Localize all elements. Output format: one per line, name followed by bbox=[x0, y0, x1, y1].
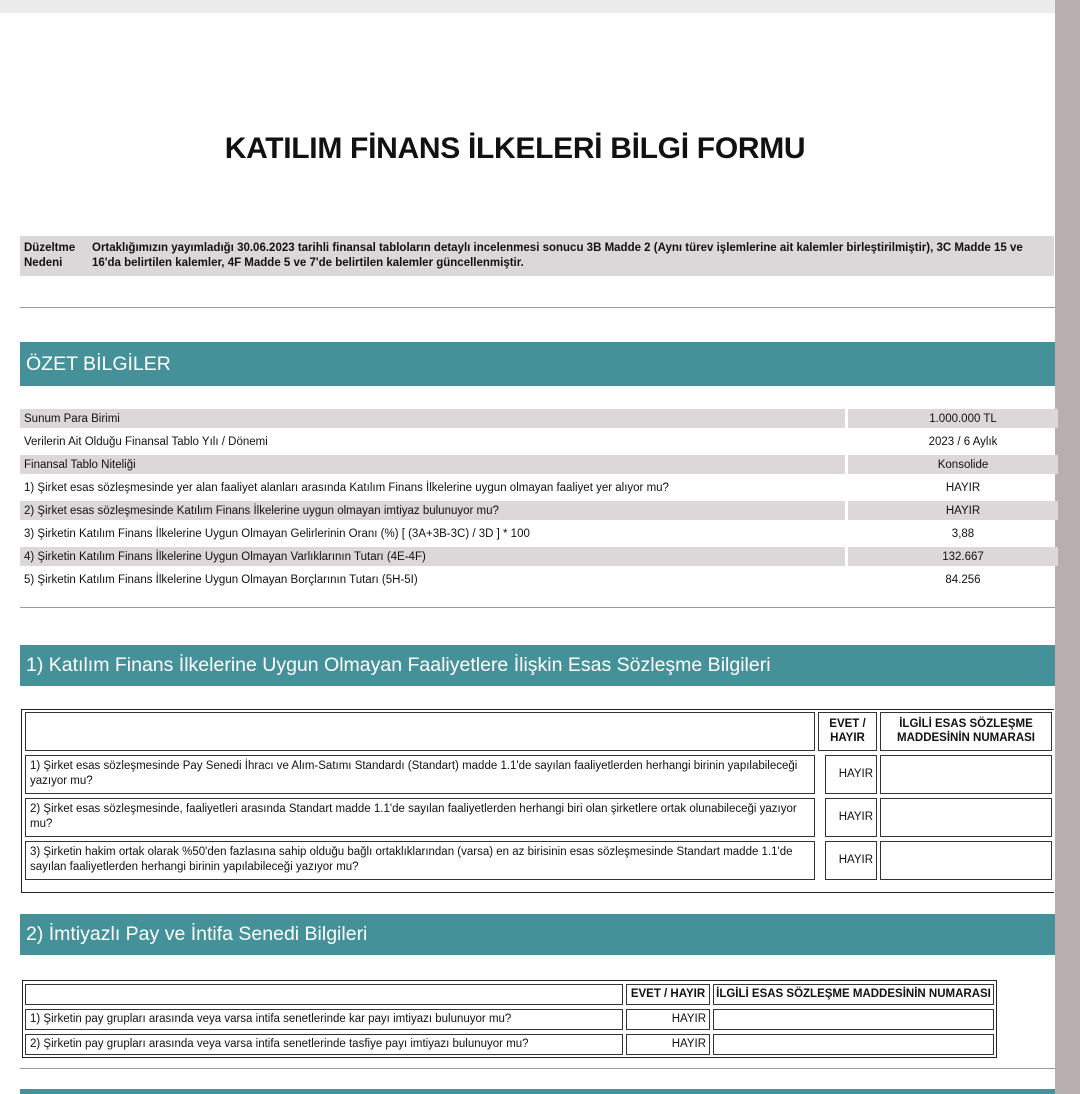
top-bar bbox=[0, 0, 1055, 13]
header-article-cell: İLGİLİ ESAS SÖZLEŞME MADDESİNİN NUMARASI bbox=[880, 712, 1052, 751]
vertical-scrollbar[interactable] bbox=[1055, 0, 1080, 1094]
correction-text: Ortaklığımızın yayımladığı 30.06.2023 tarihli finansal tabloların detaylı incelenmesi sonucu 3B Madde 2 (Aynı türev işlemlerine ait kalemler birleştirilmiştir), 3C Madde 15 ve 16'da belirtilen kalemler, 4F Madde 5 ve 7'de belirtilen kalemler güncellenmiştir. bbox=[92, 242, 1023, 269]
summary-label: 4) Şirketin Katılım Finans İlkelerine Uygun Olmayan Varlıklarının Tutarı (4E-4F) bbox=[24, 551, 426, 563]
summary-value: 132.667 bbox=[942, 551, 984, 563]
summary-heading: ÖZET BİLGİLER bbox=[26, 353, 171, 375]
summary-value: HAYIR bbox=[945, 505, 981, 517]
question-cell: 2) Şirket esas sözleşmesinde, faaliyetleri arasında Standart madde 1.1'de sayılan faaliyetlerden herhangi biri olan şirketlere ortak olunabileceği yazıyor mu? bbox=[25, 798, 815, 837]
page-title: KATILIM FİNANS İLKELERİ BİLGİ FORMU bbox=[224, 132, 806, 165]
question-cell: 1) Şirket esas sözleşmesinde Pay Senedi İhracı ve Alım-Satımı Standardı (Standart) madde 1.1'de sayılan faaliyetlerden herhangi birinin yapılabileceği yazıyor mu? bbox=[25, 755, 815, 794]
answer-cell: HAYIR bbox=[825, 755, 877, 794]
summary-value: 3,88 bbox=[951, 528, 975, 540]
summary-row bbox=[20, 432, 1055, 455]
summary-row bbox=[20, 501, 1055, 524]
summary-row bbox=[20, 570, 1055, 593]
summary-label: Finansal Tablo Niteliği bbox=[24, 459, 136, 471]
question-cell: 3) Şirketin hakim ortak olarak %50'den fazlasına sahip olduğu bağlı ortaklıklarından (varsa) en az birisinin esas sözleşmesinde Standart madde 1.1'de sayılan faaliyetlerden herhangi birinin yapılabileceği yazıyor mu? bbox=[25, 841, 815, 880]
section2-header bbox=[20, 914, 1055, 955]
answer-cell: HAYIR bbox=[626, 1034, 710, 1055]
divider bbox=[20, 1068, 1055, 1069]
summary-label: 3) Şirketin Katılım Finans İlkelerine Uygun Olmayan Gelirlerinin Oranı (%) [ (3A+3B-3C) / 3D ] * 100 bbox=[24, 528, 530, 540]
question-cell: 1) Şirketin pay grupları arasında veya varsa intifa senetlerinde kar payı imtiyazı bulunuyor mu? bbox=[25, 1009, 623, 1030]
section2-heading: 2) İmtiyazlı Pay ve İntifa Senedi Bilgileri bbox=[26, 923, 368, 945]
summary-row bbox=[20, 455, 1055, 478]
summary-value: Konsolide bbox=[937, 459, 989, 471]
header-answer-cell: EVET / HAYIR bbox=[818, 712, 877, 751]
section1-heading: 1) Katılım Finans İlkelerine Uygun Olmayan Faaliyetlere İlişkin Esas Sözleşme Bilgileri bbox=[26, 654, 771, 676]
summary-label: Sunum Para Birimi bbox=[24, 413, 120, 425]
article-cell[interactable] bbox=[880, 798, 1052, 837]
header-blank-cell bbox=[25, 984, 623, 1005]
next-section-header bbox=[20, 1089, 1055, 1094]
header-blank-cell bbox=[25, 712, 815, 751]
question-cell: 2) Şirketin pay grupları arasında veya varsa intifa senetlerinde tasfiye payı imtiyazı bulunuyor mu? bbox=[25, 1034, 623, 1055]
article-cell[interactable] bbox=[880, 841, 1052, 880]
summary-value: 84.256 bbox=[945, 574, 981, 586]
article-cell[interactable] bbox=[880, 755, 1052, 794]
divider bbox=[20, 607, 1055, 608]
answer-cell: HAYIR bbox=[626, 1009, 710, 1030]
correction-box bbox=[20, 236, 1054, 276]
summary-label: 5) Şirketin Katılım Finans İlkelerine Uygun Olmayan Borçlarının Tutarı (5H-5I) bbox=[24, 574, 418, 586]
summary-row bbox=[20, 547, 1055, 570]
correction-label-line2: Nedeni bbox=[24, 257, 63, 269]
answer-cell: HAYIR bbox=[825, 798, 877, 837]
section1-table bbox=[21, 709, 1054, 893]
summary-value: HAYIR bbox=[945, 482, 981, 494]
divider bbox=[20, 307, 1055, 308]
summary-row bbox=[20, 478, 1055, 501]
article-cell[interactable] bbox=[713, 1009, 994, 1030]
answer-cell: HAYIR bbox=[825, 841, 877, 880]
summary-row bbox=[20, 524, 1055, 547]
summary-label: 1) Şirket esas sözleşmesinde yer alan faaliyet alanları arasında Katılım Finans İlkelerine uygun olmayan faaliyet yer alıyor mu? bbox=[24, 482, 669, 494]
section2-table bbox=[22, 980, 997, 1058]
summary-value: 1.000.000 TL bbox=[929, 413, 997, 425]
summary-section-header bbox=[20, 342, 1055, 386]
section1-header bbox=[20, 645, 1055, 686]
correction-label bbox=[24, 241, 84, 271]
summary-value: 2023 / 6 Aylık bbox=[928, 436, 998, 448]
summary-label: 2) Şirket esas sözleşmesinde Katılım Finans İlkelerine uygun olmayan imtiyaz bulunuyor mu? bbox=[24, 505, 499, 517]
summary-label: Verilerin Ait Olduğu Finansal Tablo Yılı / Dönemi bbox=[24, 436, 268, 448]
header-answer-cell: EVET / HAYIR bbox=[626, 984, 710, 1005]
summary-table bbox=[20, 409, 1055, 593]
article-cell[interactable] bbox=[713, 1034, 994, 1055]
summary-row bbox=[20, 409, 1055, 432]
correction-label-line1: Düzeltme bbox=[24, 242, 76, 254]
header-article-cell: İLGİLİ ESAS SÖZLEŞME MADDESİNİN NUMARASI bbox=[713, 984, 994, 1005]
